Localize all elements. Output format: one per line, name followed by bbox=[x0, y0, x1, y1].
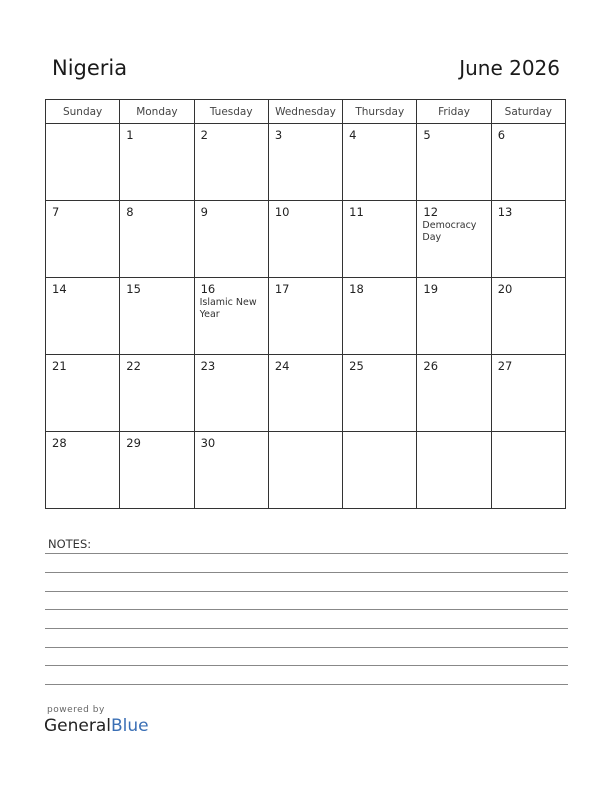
day-cell bbox=[268, 355, 342, 432]
week-row bbox=[46, 432, 566, 509]
day-cell bbox=[268, 124, 342, 201]
day-number: 9 bbox=[200, 205, 208, 219]
day-cell bbox=[343, 201, 417, 278]
weekday-header: Wednesday bbox=[268, 100, 342, 124]
day-cell bbox=[120, 355, 194, 432]
calendar-grid bbox=[45, 99, 566, 509]
day-number: 14 bbox=[52, 282, 67, 296]
day-cell bbox=[417, 432, 491, 509]
month-year-title: June 2026 bbox=[459, 56, 560, 80]
day-number: 3 bbox=[274, 128, 283, 142]
day-number: 12 bbox=[423, 205, 439, 219]
day-cell bbox=[417, 355, 491, 432]
day-number: 1 bbox=[126, 128, 134, 142]
country-title: Nigeria bbox=[52, 56, 128, 80]
day-cell bbox=[417, 201, 491, 278]
day-cell bbox=[120, 124, 194, 201]
day-number: 18 bbox=[349, 282, 364, 296]
day-number: 30 bbox=[200, 436, 216, 450]
day-cell bbox=[268, 278, 342, 355]
day-cell bbox=[46, 201, 120, 278]
day-cell bbox=[491, 201, 565, 278]
day-cell bbox=[194, 124, 268, 201]
week-row bbox=[46, 355, 566, 432]
generalblue-logo[interactable] bbox=[44, 716, 149, 736]
day-number: 20 bbox=[497, 282, 513, 296]
day-cell bbox=[491, 355, 565, 432]
day-cell bbox=[343, 278, 417, 355]
day-number: 2 bbox=[200, 128, 208, 142]
day-number: 22 bbox=[126, 359, 141, 373]
day-number: 16 bbox=[200, 282, 216, 296]
day-number: 21 bbox=[52, 359, 67, 373]
week-row bbox=[46, 278, 566, 355]
notes-line bbox=[45, 647, 568, 648]
day-number: 10 bbox=[274, 205, 290, 219]
day-number: 6 bbox=[497, 128, 506, 142]
weekday-header: Tuesday bbox=[194, 100, 268, 124]
day-cell bbox=[343, 432, 417, 509]
notes-line bbox=[45, 684, 568, 685]
weekday-header: Sunday bbox=[46, 100, 120, 124]
day-number: 17 bbox=[274, 282, 290, 296]
day-number: 23 bbox=[200, 359, 216, 373]
day-cell bbox=[194, 432, 268, 509]
day-number: 26 bbox=[423, 359, 439, 373]
notes-line bbox=[45, 591, 568, 592]
day-number: 4 bbox=[349, 128, 357, 142]
day-number: 25 bbox=[349, 359, 364, 373]
day-cell bbox=[417, 278, 491, 355]
weekday-header: Saturday bbox=[491, 100, 565, 124]
day-cell bbox=[491, 432, 565, 509]
day-number: 7 bbox=[52, 205, 60, 219]
day-cell bbox=[343, 124, 417, 201]
day-number: 28 bbox=[52, 436, 67, 450]
day-number: 27 bbox=[497, 359, 513, 373]
day-number: 5 bbox=[423, 128, 431, 142]
weekday-header: Monday bbox=[120, 100, 194, 124]
day-cell bbox=[268, 432, 342, 509]
day-cell bbox=[120, 432, 194, 509]
weekday-header-row bbox=[46, 100, 566, 124]
holiday-label: Islamic New Year bbox=[199, 297, 257, 320]
day-number: 29 bbox=[126, 436, 141, 450]
notes-line bbox=[45, 553, 568, 554]
day-number: 24 bbox=[274, 359, 290, 373]
day-cell bbox=[46, 124, 120, 201]
notes-line bbox=[45, 609, 568, 610]
day-cell bbox=[46, 432, 120, 509]
weekday-header: Thursday bbox=[343, 100, 417, 124]
day-cell bbox=[343, 355, 417, 432]
brand-general: General bbox=[44, 716, 111, 736]
powered-by-text: powered by bbox=[47, 705, 105, 715]
day-cell bbox=[120, 201, 194, 278]
day-number: 8 bbox=[126, 205, 134, 219]
week-row bbox=[46, 201, 566, 278]
holiday-label: Democracy Day bbox=[422, 220, 477, 243]
day-number: 13 bbox=[497, 205, 513, 219]
day-cell bbox=[268, 201, 342, 278]
notes-line bbox=[45, 665, 568, 666]
day-cell bbox=[194, 278, 268, 355]
day-number: 15 bbox=[126, 282, 141, 296]
day-number: 19 bbox=[423, 282, 439, 296]
day-cell bbox=[194, 355, 268, 432]
day-cell bbox=[120, 278, 194, 355]
notes-line bbox=[45, 628, 568, 629]
day-cell bbox=[46, 355, 120, 432]
day-number: 11 bbox=[349, 205, 364, 219]
notes-line bbox=[45, 572, 568, 573]
day-cell bbox=[46, 278, 120, 355]
day-cell bbox=[417, 124, 491, 201]
day-cell bbox=[194, 201, 268, 278]
day-cell bbox=[491, 124, 565, 201]
notes-label: NOTES: bbox=[48, 537, 92, 551]
week-row bbox=[46, 124, 566, 201]
weekday-header: Friday bbox=[417, 100, 491, 124]
day-cell bbox=[491, 278, 565, 355]
brand-blue: Blue bbox=[111, 716, 149, 736]
